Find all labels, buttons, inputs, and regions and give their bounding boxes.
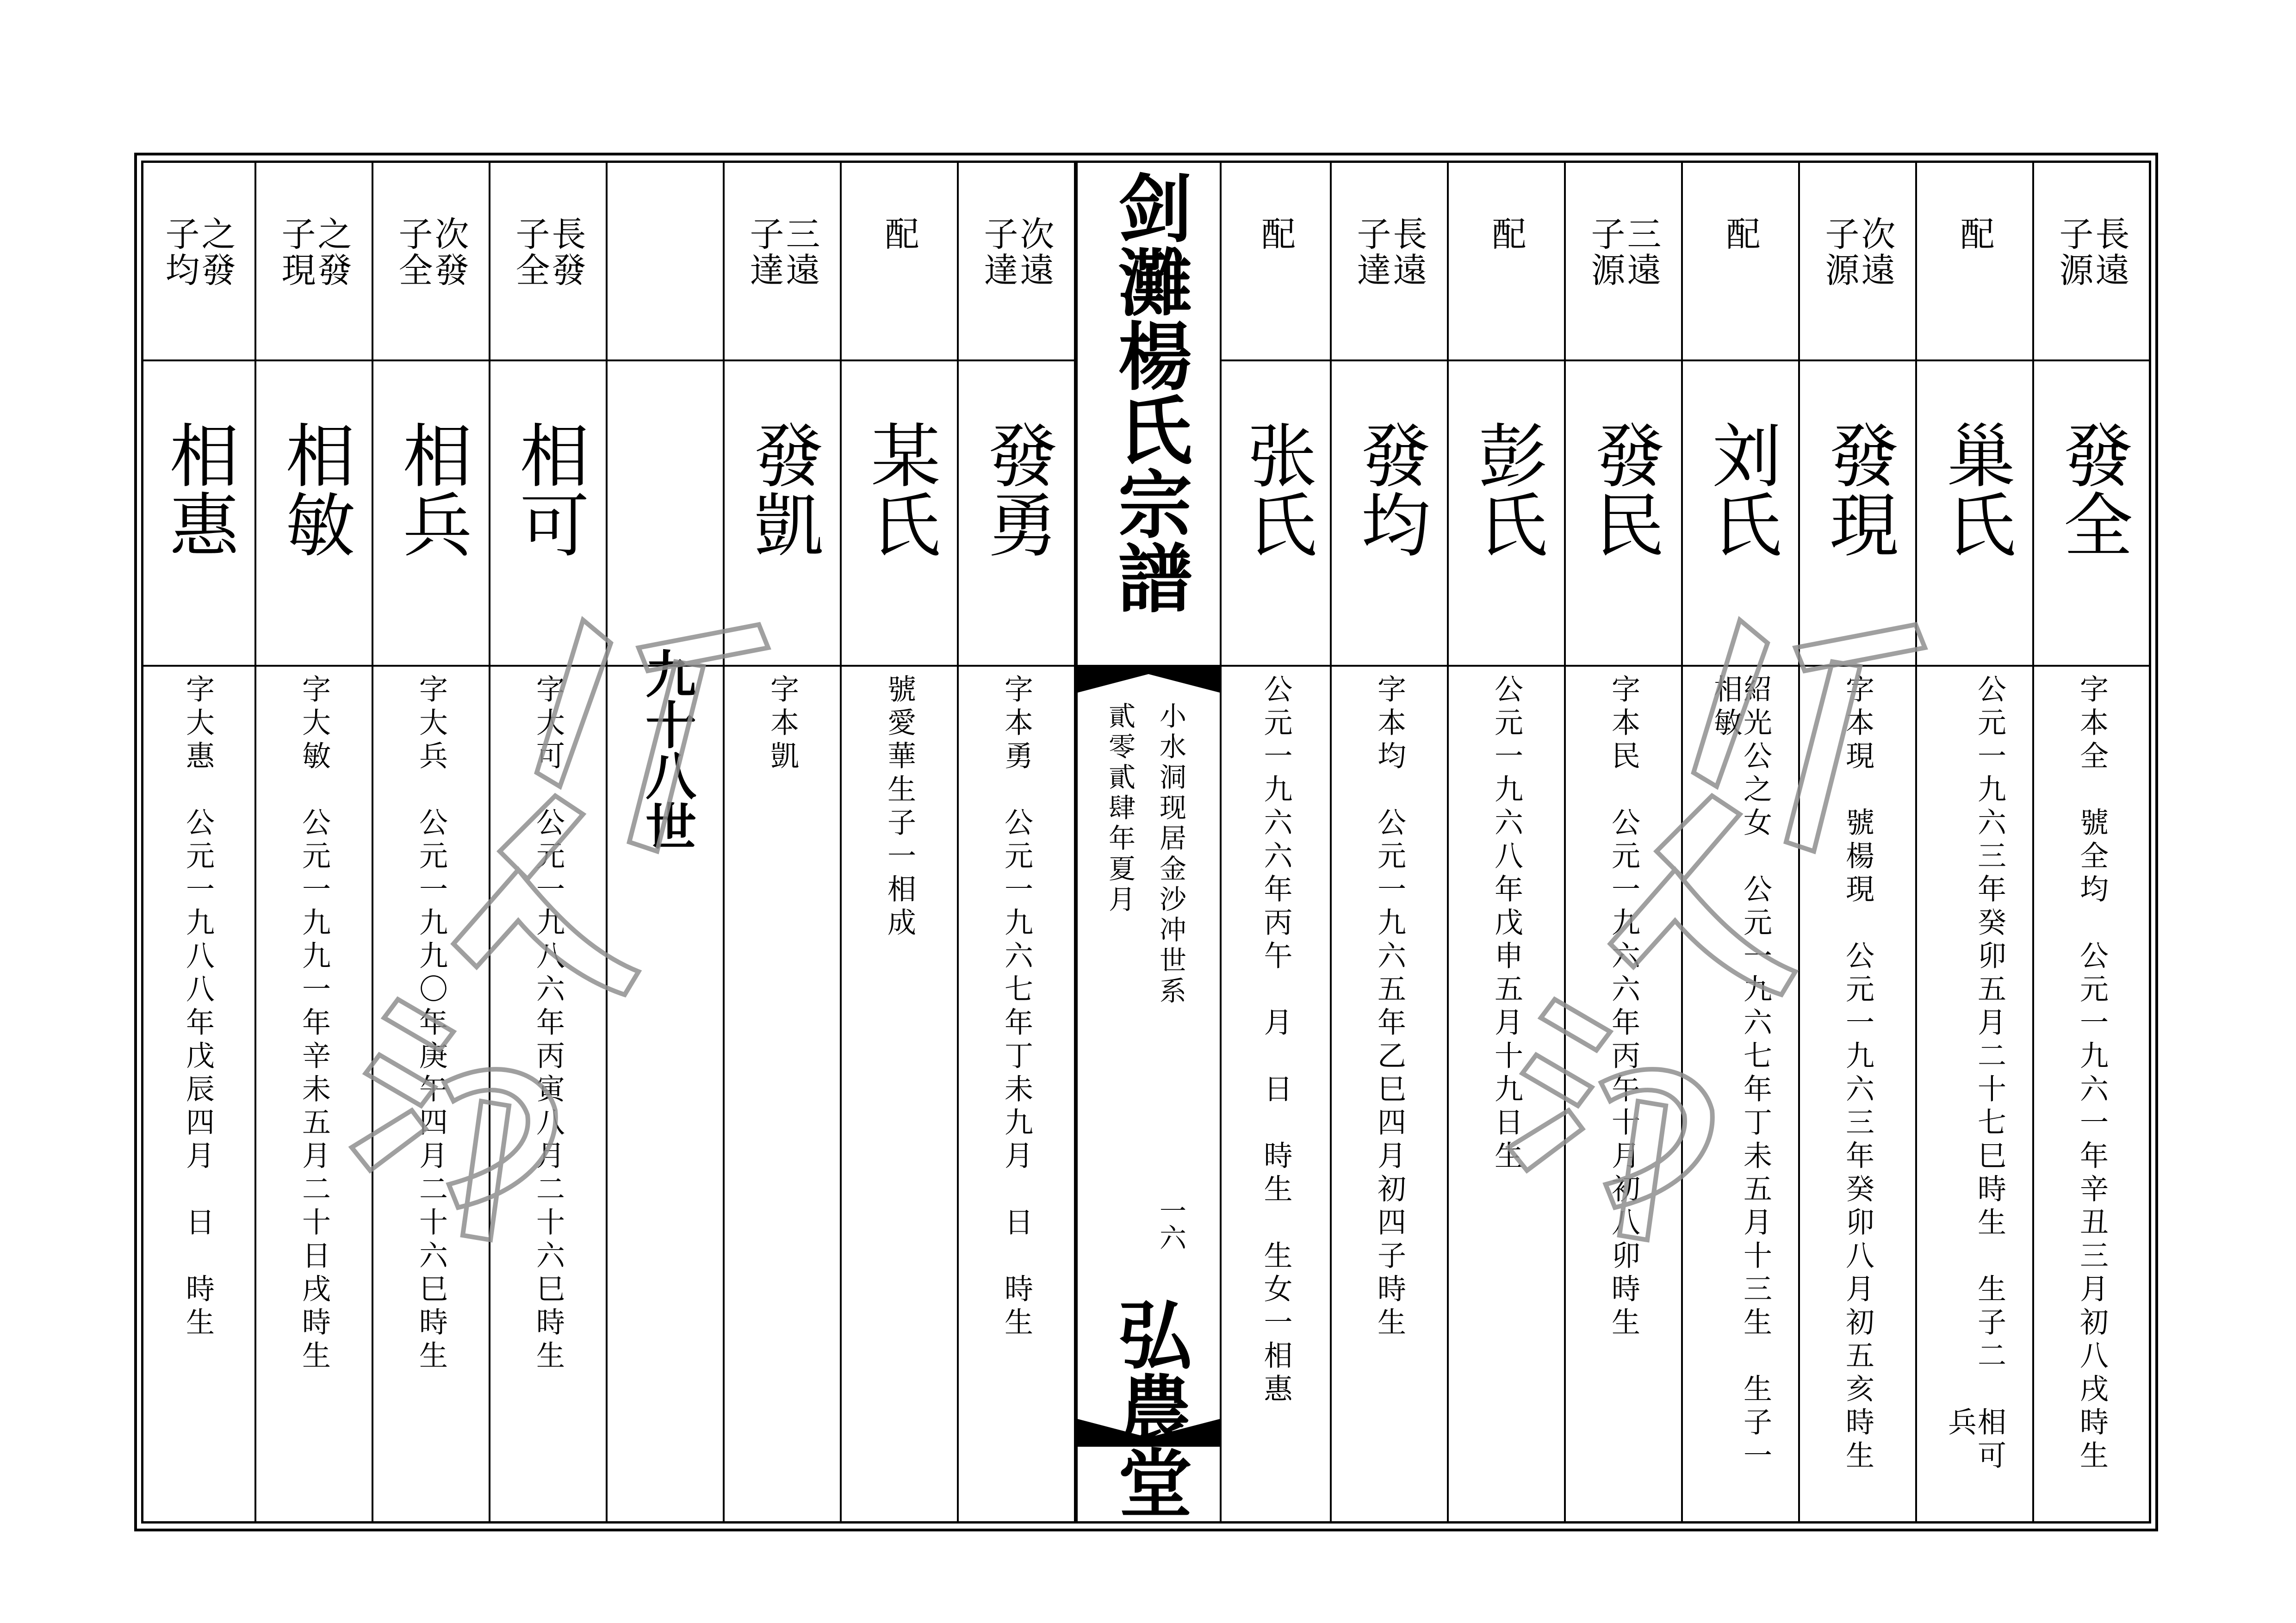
lineage-location: 小水洞现居金沙冲世系 (1155, 702, 1186, 1007)
record-column (1800, 161, 1917, 1524)
person-name: 發全 (2051, 420, 2132, 558)
column-header: 次發 子全 (393, 216, 469, 288)
record-column (1917, 161, 2034, 1524)
person-bio: 字大惠 公元一九八八年戊辰四月 日 時生 (181, 674, 215, 1340)
person-name: 相兵 (391, 420, 472, 558)
book-title: 剑灘楊氏宗譜 (1105, 170, 1192, 614)
person-name: 某氏 (859, 420, 940, 558)
person-bio: 公元一九六三年癸卯五月二十七巳時生 生子二 相可 兵 (1943, 674, 2007, 1474)
person-name: 發凱 (742, 420, 823, 558)
column-header: 長遠 子源 (2054, 216, 2130, 288)
person-bio: 字本凱 (765, 674, 800, 774)
column-header: 之發 子均 (160, 216, 236, 288)
record-column (490, 161, 608, 1524)
generation-label: 九十八世 (637, 648, 697, 851)
person-name: 相可 (508, 420, 589, 558)
person-bio: 號愛華生子一相成 (882, 674, 917, 941)
person-bio: 紹光公之女 公元一九六七年丁未五月十三生 生子一 相敏 (1709, 674, 1773, 1474)
person-name: 张氏 (1235, 420, 1316, 558)
record-column (141, 161, 256, 1524)
person-bio: 字大兵 公元一九九〇年庚午四月二十六巳時生 (414, 674, 448, 1374)
column-header: 配 (879, 216, 919, 252)
column-header: 長遠 子達 (1351, 216, 1427, 288)
record-column (2034, 161, 2151, 1524)
column-header: 之發 子現 (276, 216, 352, 288)
column-header: 配 (1486, 216, 1527, 252)
person-name: 發均 (1349, 420, 1430, 558)
column-header: 長發 子全 (510, 216, 586, 288)
column-header: 配 (1256, 216, 1296, 252)
record-column (1222, 161, 1332, 1524)
person-name: 發勇 (976, 420, 1057, 558)
record-column (256, 161, 373, 1524)
person-bio: 字大可 公元一九八六年丙寅八月二十六巳時生 (531, 674, 565, 1374)
book-spine (1076, 161, 1222, 1524)
person-name: 發現 (1817, 420, 1898, 558)
record-column (1449, 161, 1566, 1524)
person-bio: 字本全 號全均 公元一九六一年辛丑三月初八戌時生 (2075, 674, 2109, 1474)
column-header: 配 (1720, 216, 1761, 252)
column-header: 三遠 子達 (744, 216, 820, 288)
person-bio: 公元一九六八年戊申五月十九日生 (1489, 674, 1524, 1174)
person-bio: 字大敏 公元一九九一年辛未五月二十日戌時生 (297, 674, 331, 1374)
record-column (959, 161, 1076, 1524)
record-column (1332, 161, 1449, 1524)
record-column (842, 161, 959, 1524)
column-header: 三遠 子源 (1585, 216, 1662, 288)
person-name: 彭氏 (1466, 420, 1547, 558)
person-bio: 公元一九六六年丙午 月 日 時生 生女一相惠 (1259, 674, 1293, 1407)
person-bio: 字本現 號楊現 公元一九六三年癸卯八月初五亥時生 (1841, 674, 1875, 1474)
person-name: 相惠 (157, 420, 238, 558)
page-number: 一六 (1155, 1197, 1186, 1251)
person-name: 巢氏 (1934, 420, 2015, 558)
person-bio: 字本民 公元一九六六年丙午十月初八卯時生 (1607, 674, 1641, 1340)
record-column (1566, 161, 1683, 1524)
hall-name: 弘農堂 (1105, 1297, 1192, 1519)
column-header: 次遠 子源 (1819, 216, 1896, 288)
record-column (1683, 161, 1800, 1524)
person-name: 發民 (1583, 420, 1664, 558)
person-name: 相敏 (273, 420, 354, 558)
column-header: 配 (1955, 216, 1995, 252)
compile-date: 貳零貳肆年夏月 (1104, 702, 1136, 916)
person-name: 刘氏 (1700, 420, 1781, 558)
record-column (373, 161, 490, 1524)
column-header: 次遠 子達 (978, 216, 1055, 288)
record-column (725, 161, 842, 1524)
person-bio: 字本均 公元一九六五年乙巳四月初四子時生 (1372, 674, 1407, 1340)
person-bio: 字本勇 公元一九六七年丁未九月 日 時生 (999, 674, 1034, 1340)
